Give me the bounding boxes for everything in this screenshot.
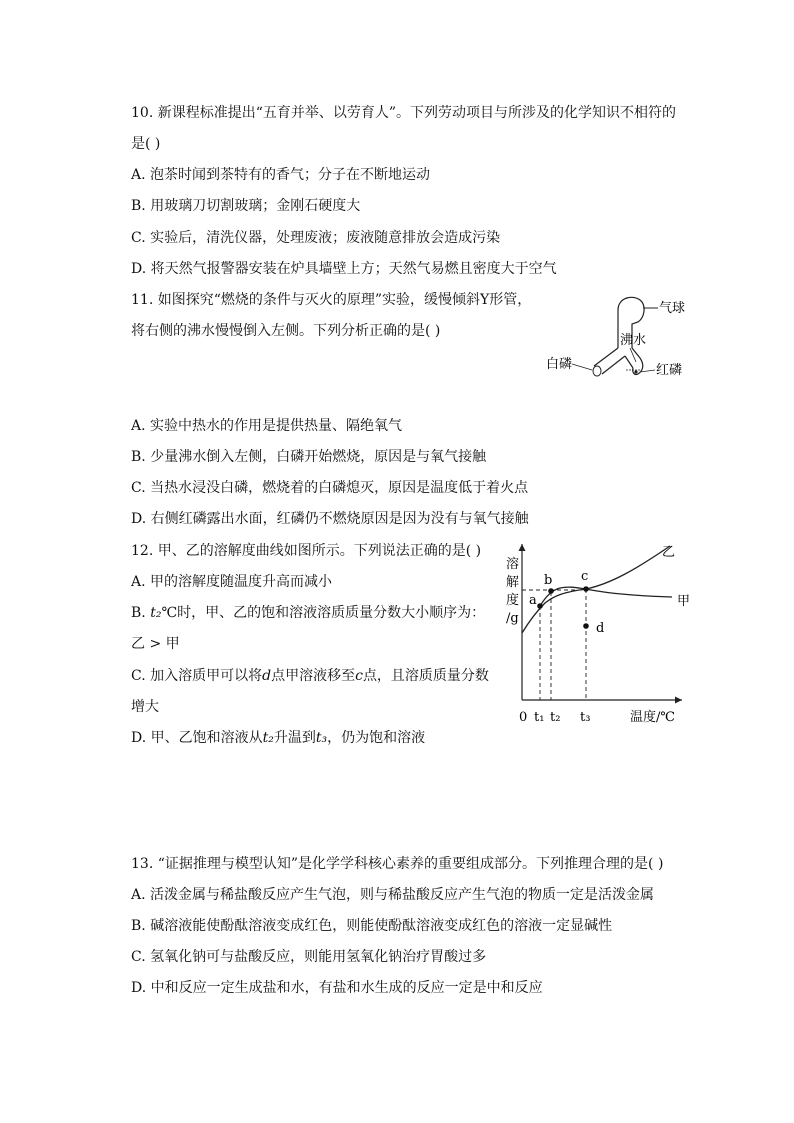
y-label-4: /g (506, 611, 519, 626)
q11-option-a: A. 实验中热水的作用是提供热量、隔绝氧气 (131, 418, 403, 434)
q10-option-c: C. 实验后，清洗仪器，处理废液；废液随意排放会造成污染 (131, 230, 501, 246)
point-a (537, 603, 543, 609)
curve-jia-label: 甲 (677, 594, 691, 609)
q10-option-b: B. 用玻璃刀切割玻璃；金刚石硬度大 (131, 198, 361, 214)
q12-stem: 12. 甲、乙的溶解度曲线如图所示。下列说法正确的是( ) (131, 543, 482, 559)
q12-option-b-line1: B. t₂℃时，甲、乙的饱和溶液溶质质量分数大小顺序为： (131, 605, 486, 621)
q13-option-b: B. 碱溶液能使酚酞溶液变成红色，则能使酚酞溶液变成红色的溶液一定显碱性 (131, 918, 613, 934)
tick-t1: t₁ (534, 710, 545, 725)
boiling-water-label: 沸水 (620, 333, 647, 348)
q12-option-b-line2: 乙 > 甲 (131, 636, 180, 652)
q11-stem-line1: 11. 如图探究“燃烧的条件与灭火的原理”实验，缓慢倾斜Y形管， (131, 292, 532, 308)
curve-yi (522, 546, 670, 633)
x-axis-label: 温度/℃ (630, 710, 675, 725)
point-c-label: c (581, 569, 589, 584)
red-phosphorus-label: 红磷 (656, 363, 683, 378)
q11-stem-line2: 将右侧的沸水慢慢倒入左侧。下列分析正确的是( ) (131, 323, 441, 339)
y-tube-figure (540, 288, 700, 383)
q11-option-b: B. 少量沸水倒入左侧，白磷开始燃烧，原因是与氧气接触 (131, 449, 487, 465)
q13-stem: 13. “证据推理与模型认知”是化学学科核心素养的重要组成部分。下列推理合理的是( ) (131, 856, 664, 872)
point-d (583, 623, 589, 629)
q12-option-a: A. 甲的溶解度随温度升高而减小 (131, 574, 333, 590)
q13-option-d: D. 中和反应一定生成盐和水，有盐和水生成的反应一定是中和反应 (131, 980, 543, 996)
q11-option-c: C. 当热水浸没白磷，燃烧着的白磷熄灭，原因是温度低于着火点 (131, 480, 529, 496)
point-b-label: b (544, 573, 553, 588)
q12-option-c-line1: C. 加入溶质甲可以将d点甲溶液移至c点，且溶质质量分数 (131, 668, 489, 684)
y-label-2: 解 (506, 575, 520, 590)
q13-option-c: C. 氢氧化钠可与盐酸反应，则能用氢氧化钠治疗胃酸过多 (131, 949, 487, 965)
point-d-label: d (596, 621, 605, 636)
q11-option-d: D. 右侧红磷露出水面，红磷仍不燃烧原因是因为没有与氧气接触 (131, 511, 529, 527)
curve-yi-label: 乙 (662, 545, 676, 560)
q10-stem-line2: 是( ) (131, 136, 161, 152)
q10-stem-line1: 10. 新课程标准提出“五育并举、以劳育人”。下列劳动项目与所涉及的化学知识不相符的 (131, 105, 677, 121)
y-label-3: 度 (506, 593, 520, 608)
solubility-chart (500, 538, 700, 728)
q10-option-d: D. 将天然气报警器安装在炉具墙壁上方；天然气易燃且密度大于空气 (131, 261, 557, 277)
point-b (548, 588, 554, 594)
q13-option-a: A. 活泼金属与稀盐酸反应产生气泡，则与稀盐酸反应产生气泡的物质一定是活泼金属 (131, 887, 655, 903)
tick-t3: t₃ (580, 710, 591, 725)
origin-label: 0 (519, 710, 528, 725)
white-phosphorus-label: 白磷 (546, 357, 573, 372)
balloon-shape (618, 297, 644, 330)
balloon-label: 气球 (659, 301, 686, 316)
point-c (583, 586, 589, 592)
q12-option-d: D. 甲、乙饱和溶液从t₂升温到t₃，仍为饱和溶液 (131, 730, 426, 746)
y-label-1: 溶 (506, 557, 520, 572)
q10-option-a: A. 泡茶时闻到茶特有的香气；分子在不断地运动 (131, 167, 431, 183)
point-a-label: a (529, 593, 537, 608)
tick-t2: t₂ (550, 710, 561, 725)
q12-option-c-line2: 增大 (131, 699, 159, 715)
